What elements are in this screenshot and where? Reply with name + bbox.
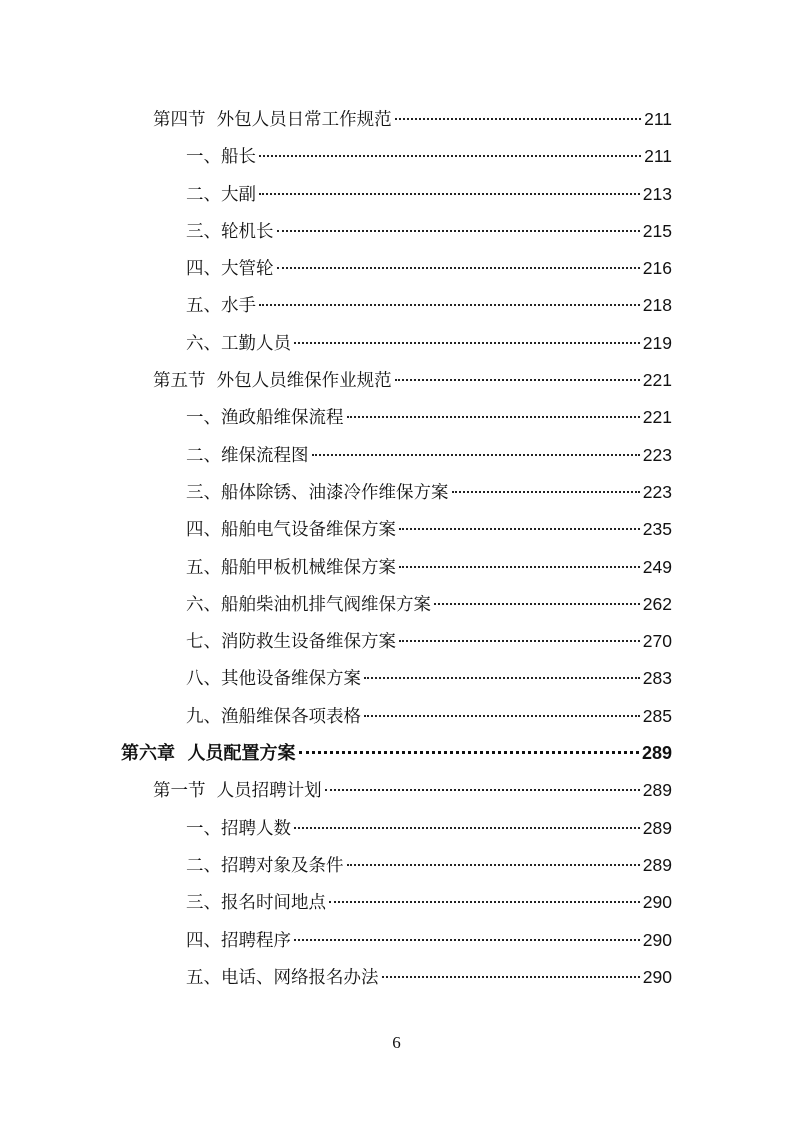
toc-entry[interactable] (0, 959, 672, 996)
toc-entry-page: 289 (641, 743, 672, 764)
toc-dot-leader (382, 976, 640, 978)
toc-dot-leader (294, 939, 640, 941)
toc-entry-page: 221 (642, 407, 672, 428)
toc-entry-title: 五、水手 (186, 296, 256, 317)
toc-entry[interactable] (0, 511, 672, 548)
toc-entry[interactable] (0, 287, 672, 324)
toc-entry-page: 289 (642, 780, 672, 801)
toc-entry-title: 第一节 人员招聘计划 (153, 781, 322, 802)
toc-entry[interactable] (0, 847, 672, 884)
toc-entry-title: 第四节 外包人员日常工作规范 (153, 110, 392, 130)
toc-entry-page: 285 (642, 705, 672, 726)
toc-entry[interactable] (0, 362, 672, 399)
toc-entry[interactable] (0, 772, 672, 809)
toc-entry-title: 一、船长 (186, 147, 256, 168)
toc-dot-leader (399, 640, 640, 642)
table-of-contents (0, 101, 793, 996)
toc-entry-title: 六、工勤人员 (186, 333, 291, 354)
toc-entry-page: 289 (642, 854, 672, 875)
toc-entry[interactable] (0, 698, 672, 735)
toc-entry-page: 211 (644, 146, 672, 167)
toc-dot-leader (277, 230, 640, 232)
toc-entry[interactable] (0, 586, 672, 623)
toc-entry-page: 290 (642, 966, 672, 987)
toc-dot-leader (294, 827, 640, 829)
toc-entry-title: 四、招聘程序 (186, 930, 291, 951)
toc-entry[interactable] (0, 176, 672, 213)
toc-entry-title: 八、其他设备维保方案 (186, 669, 361, 690)
toc-entry-page: 223 (642, 444, 672, 465)
page-number: 6 (392, 1033, 401, 1052)
toc-dot-leader (364, 715, 640, 717)
toc-entry-title: 一、招聘人数 (186, 818, 291, 839)
toc-dot-leader (299, 751, 639, 754)
toc-entry[interactable] (0, 660, 672, 697)
toc-entry[interactable] (0, 474, 672, 511)
toc-dot-leader (364, 677, 640, 679)
toc-entry-title: 二、大副 (186, 184, 256, 205)
toc-dot-leader (259, 193, 640, 195)
toc-entry-page: 289 (642, 817, 672, 838)
toc-entry-title: 七、消防救生设备维保方案 (186, 632, 396, 653)
toc-entry-page: 216 (642, 258, 672, 279)
toc-entry-page: 219 (642, 332, 672, 353)
toc-dot-leader (347, 416, 640, 418)
toc-dot-leader (399, 528, 640, 530)
toc-entry-page: 223 (642, 481, 672, 502)
toc-entry-page: 215 (642, 220, 672, 241)
toc-entry-page: 270 (642, 631, 672, 652)
toc-entry[interactable] (0, 623, 672, 660)
toc-entry-page: 218 (642, 295, 672, 316)
toc-entry-title: 二、维保流程图 (186, 445, 309, 466)
toc-entry-title: 九、渔船维保各项表格 (186, 706, 361, 727)
toc-entry-page: 221 (642, 370, 672, 391)
toc-dot-leader (329, 901, 640, 903)
toc-dot-leader (294, 342, 640, 344)
toc-dot-leader (259, 155, 641, 157)
toc-entry-title: 五、电话、网络报名办法 (186, 967, 379, 988)
toc-entry-page: 211 (644, 109, 672, 129)
toc-entry-page: 283 (642, 668, 672, 689)
toc-entry-page: 290 (642, 929, 672, 950)
toc-entry-title: 一、渔政船维保流程 (186, 408, 344, 429)
toc-dot-leader (325, 789, 640, 791)
toc-entry-title: 三、轮机长 (186, 221, 274, 242)
toc-entry-title: 三、船体除锈、油漆冷作维保方案 (186, 482, 449, 503)
toc-dot-leader (395, 379, 640, 381)
toc-entry-title: 三、报名时间地点 (186, 893, 326, 914)
toc-entry[interactable] (0, 250, 672, 287)
toc-entry-title: 五、船舶甲板机械维保方案 (186, 557, 396, 578)
toc-entry-page: 213 (642, 183, 672, 204)
toc-entry-page: 235 (642, 519, 672, 540)
toc-dot-leader (395, 118, 641, 120)
toc-entry[interactable] (0, 922, 672, 959)
toc-dot-leader (399, 566, 640, 568)
toc-entry-page: 262 (642, 593, 672, 614)
toc-dot-leader (277, 267, 640, 269)
toc-entry[interactable] (0, 325, 672, 362)
toc-entry-title: 四、大管轮 (186, 259, 274, 280)
toc-entry[interactable] (0, 399, 672, 436)
toc-entry[interactable] (0, 810, 672, 847)
toc-entry-title: 四、船舶电气设备维保方案 (186, 520, 396, 541)
toc-entry[interactable] (0, 549, 672, 586)
toc-entry-page: 249 (642, 556, 672, 577)
toc-entry-title: 第六章 人员配置方案 (121, 743, 296, 765)
toc-entry-title: 六、船舶柴油机排气阀维保方案 (186, 594, 431, 615)
toc-entry-title: 二、招聘对象及条件 (186, 855, 344, 876)
toc-dot-leader (452, 491, 640, 493)
toc-entry[interactable] (0, 138, 672, 175)
toc-chapter-entry[interactable] (0, 735, 672, 772)
toc-entry[interactable] (0, 213, 672, 250)
toc-entry[interactable] (0, 101, 672, 138)
toc-dot-leader (312, 454, 640, 456)
toc-entry[interactable] (0, 437, 672, 474)
toc-entry[interactable] (0, 884, 672, 921)
toc-dot-leader (259, 304, 640, 306)
toc-entry-title: 第五节 外包人员维保作业规范 (153, 371, 392, 392)
toc-dot-leader (347, 864, 640, 866)
toc-entry-page: 290 (642, 892, 672, 913)
toc-dot-leader (434, 603, 640, 605)
